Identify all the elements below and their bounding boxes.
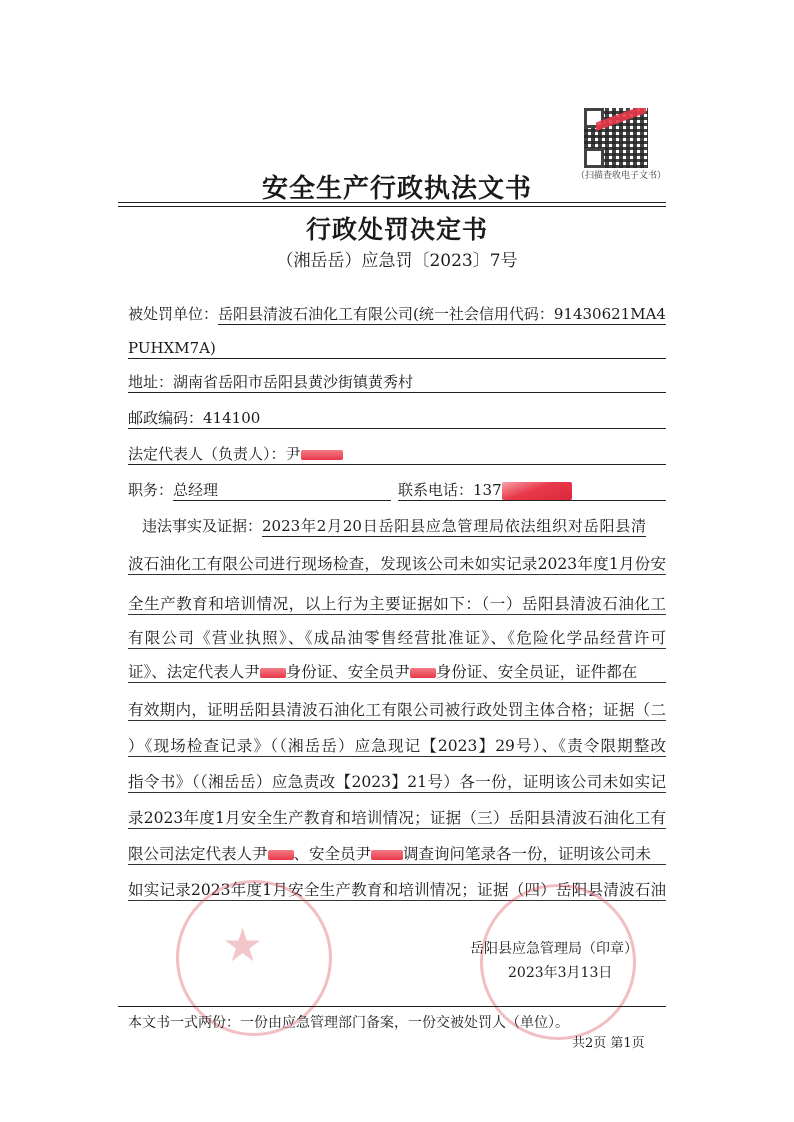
body-text: 、安全员尹 [293,845,372,863]
body-line-6: 有效期内，证明岳阳县清波石油化工有限公司被行政处罚主体合格；证据（二 [128,701,666,719]
body-line-9: 录2023年度1月安全生产教育和培训情况；证据（三）岳阳县清波石油化工有 [128,809,666,827]
representative-value: 尹 [285,445,301,463]
position-field [128,480,391,501]
title-divider-thin [118,206,666,207]
phone-value: 137 [473,481,502,499]
footer-note: 本文书一式两份：一份由应急管理部门备案，一份交被处罚人（单位）。 [128,1015,569,1031]
body-text: 身份证、安全员证，证件都在 [435,663,638,681]
signature-authority: 岳阳县应急管理局（印章） [470,941,638,957]
body-line-4: 有限公司《营业执照》、《成品油零售经营批准证》、《危险化学品经营许可 [128,629,666,647]
body-line-11: 如实记录2023年度1月安全生产教育和培训情况；证据（四）岳阳县清波石油 [128,881,666,899]
party-label: 被处罚单位： [128,305,219,323]
body-line-1 [142,516,646,537]
body-text: 限公司法定代表人尹 [128,845,268,863]
document-number: （湘岳岳）应急罚〔2023〕7号 [276,251,518,271]
address-value: 湖南省岳阳市岳阳县黄沙街镇黄秀村 [173,373,414,391]
body-facts-label: 违法事实及证据： [142,517,263,535]
address-label: 地址： [128,373,174,391]
document-title: 安全生产行政执法文书 [261,174,532,204]
document-subtitle: 行政处罚决定书 [305,215,488,244]
representative-field [128,444,666,465]
redaction-mark [596,108,646,138]
position-value: 总经理 [173,480,391,501]
position-label: 职务： [128,481,174,499]
seal-star-icon: ★ [222,918,264,972]
party-value: 岳阳县清波石油化工有限公司(统一社会信用代码：91430621MA4 [218,305,666,323]
footer-divider [118,1006,666,1007]
body-text: 身份证、安全员尹 [285,663,410,681]
redaction-mark [301,450,343,460]
body-line-10 [128,844,666,865]
address-field [128,372,666,393]
body-line-3: 全生产教育和培训情况，以上行为主要证据如下：（一）岳阳县清波石油化工 [128,595,666,613]
redaction-mark [371,850,403,860]
page-info: 共2页 第1页 [572,1036,645,1051]
party-field-cont [128,338,666,359]
postcode-value: 414100 [203,409,261,427]
postcode-label: 邮政编码： [128,409,204,427]
body-line-8: 指令书》（（湘岳岳）应急责改【2023】21号）各一份，证明该公司未如实记 [128,773,666,791]
signature-date: 2023年3月13日 [508,965,613,981]
representative-label: 法定代表人（负责人）： [128,445,286,463]
body-text: 调查询问笔录各一份，证明该公司未 [403,845,652,863]
redaction-mark [268,850,294,860]
title-divider [118,202,666,203]
body-line-5 [128,662,666,683]
postcode-field [128,408,666,429]
redaction-mark [410,668,436,678]
body-facts-text: 2023年2月20日岳阳县应急管理局依法组织对岳阳县清 [262,517,647,535]
party-field [128,304,666,325]
qr-caption: （扫描查收电子文书） [575,171,666,181]
body-line-2: 波石油化工有限公司进行现场检查，发现该公司未如实记录2023年度1月份安 [128,555,666,573]
redaction-mark [260,668,286,678]
phone-field [398,480,666,501]
party-value-cont: PUHXM7A) [128,339,216,357]
redaction-mark [502,482,572,500]
phone-label: 联系电话： [398,481,474,499]
body-text: 证》、法定代表人尹 [128,663,260,681]
body-line-7: ）《现场检查记录》（（湘岳岳）应急现记【2023】29号）、《责令限期整改 [128,737,666,755]
